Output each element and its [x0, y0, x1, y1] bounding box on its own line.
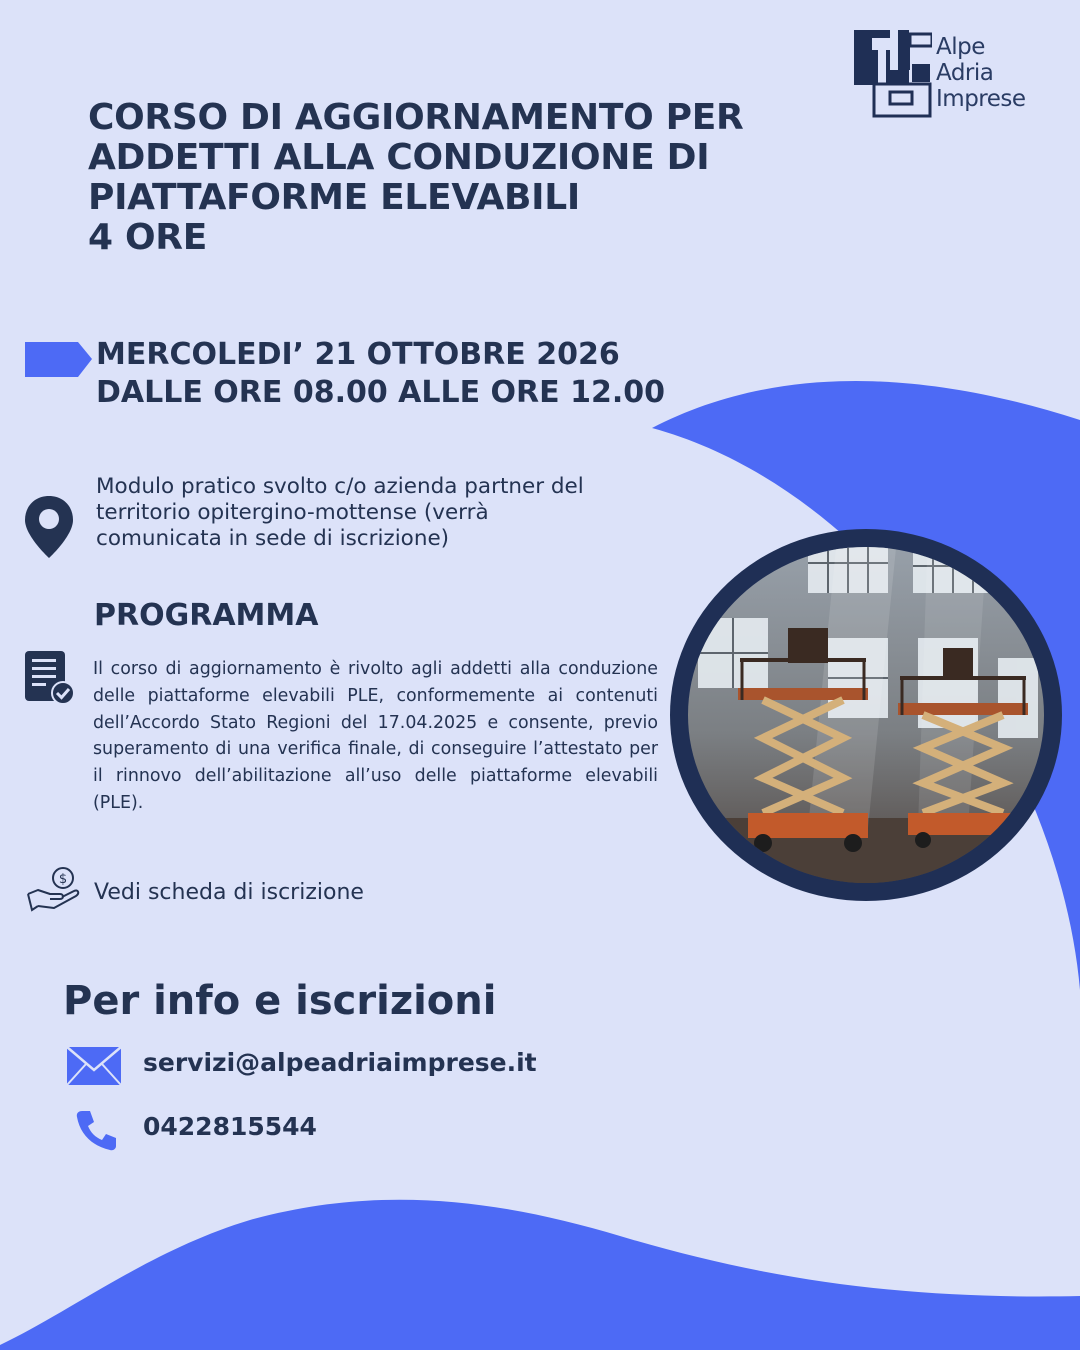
phone-icon [74, 1108, 118, 1152]
course-title [88, 98, 808, 258]
logo-line: Alpe [936, 34, 985, 60]
aerial-work-platform-photo [668, 528, 1064, 902]
phone-link[interactable]: 0422815544 [143, 1112, 317, 1141]
title-line: PIATTAFORME ELEVABILI [88, 177, 580, 218]
hand-money-icon [26, 866, 84, 914]
logo-line: Imprese [936, 86, 1026, 112]
fee-text: Vedi scheda di iscrizione [94, 880, 364, 905]
svg-text:$: $ [58, 872, 68, 887]
logo-line: Adria [936, 60, 994, 86]
bottom-wave-shape [0, 1200, 1080, 1350]
date-line: DALLE ORE 08.00 ALLE ORE 12.00 [96, 375, 665, 410]
location-pin-icon [24, 494, 74, 560]
company-logo [852, 28, 1052, 120]
date-line: MERCOLEDI’ 21 OTTOBRE 2026 [96, 337, 620, 372]
title-line: 4 ORE [88, 217, 207, 258]
email-link[interactable]: servizi@alpeadriaimprese.it [143, 1048, 537, 1077]
course-date [96, 336, 736, 412]
programma-heading: PROGRAMMA [94, 598, 319, 633]
document-check-icon [24, 650, 76, 706]
title-line: ADDETTI ALLA CONDUZIONE DI [88, 137, 710, 178]
programma-description: Il corso di aggiornamento è rivolto agli addetti alla conduzione delle piattaforme elevabili PLE, conformemente ai contenuti dell’Accordo Stato Regioni del 17.04.2025 e consente, previo superamento di una verifica finale, di conseguire l’attestato per il rinnovo dell’abilitazione all’uso delle piattaforme elevabili (PLE). [93, 659, 658, 813]
logo-mark-icon [852, 28, 932, 120]
date-pointer-shape [25, 342, 92, 377]
title-line: CORSO DI AGGIORNAMENTO PER [88, 97, 744, 138]
logo-wordmark [936, 34, 1026, 112]
location-text: Modulo pratico svolto c/o azienda partner del territorio opitergino-mottense (verrà comunicata in sede di iscrizione) [96, 474, 584, 551]
contacts-heading: Per info e iscrizioni [63, 978, 497, 1024]
email-icon [66, 1046, 122, 1086]
